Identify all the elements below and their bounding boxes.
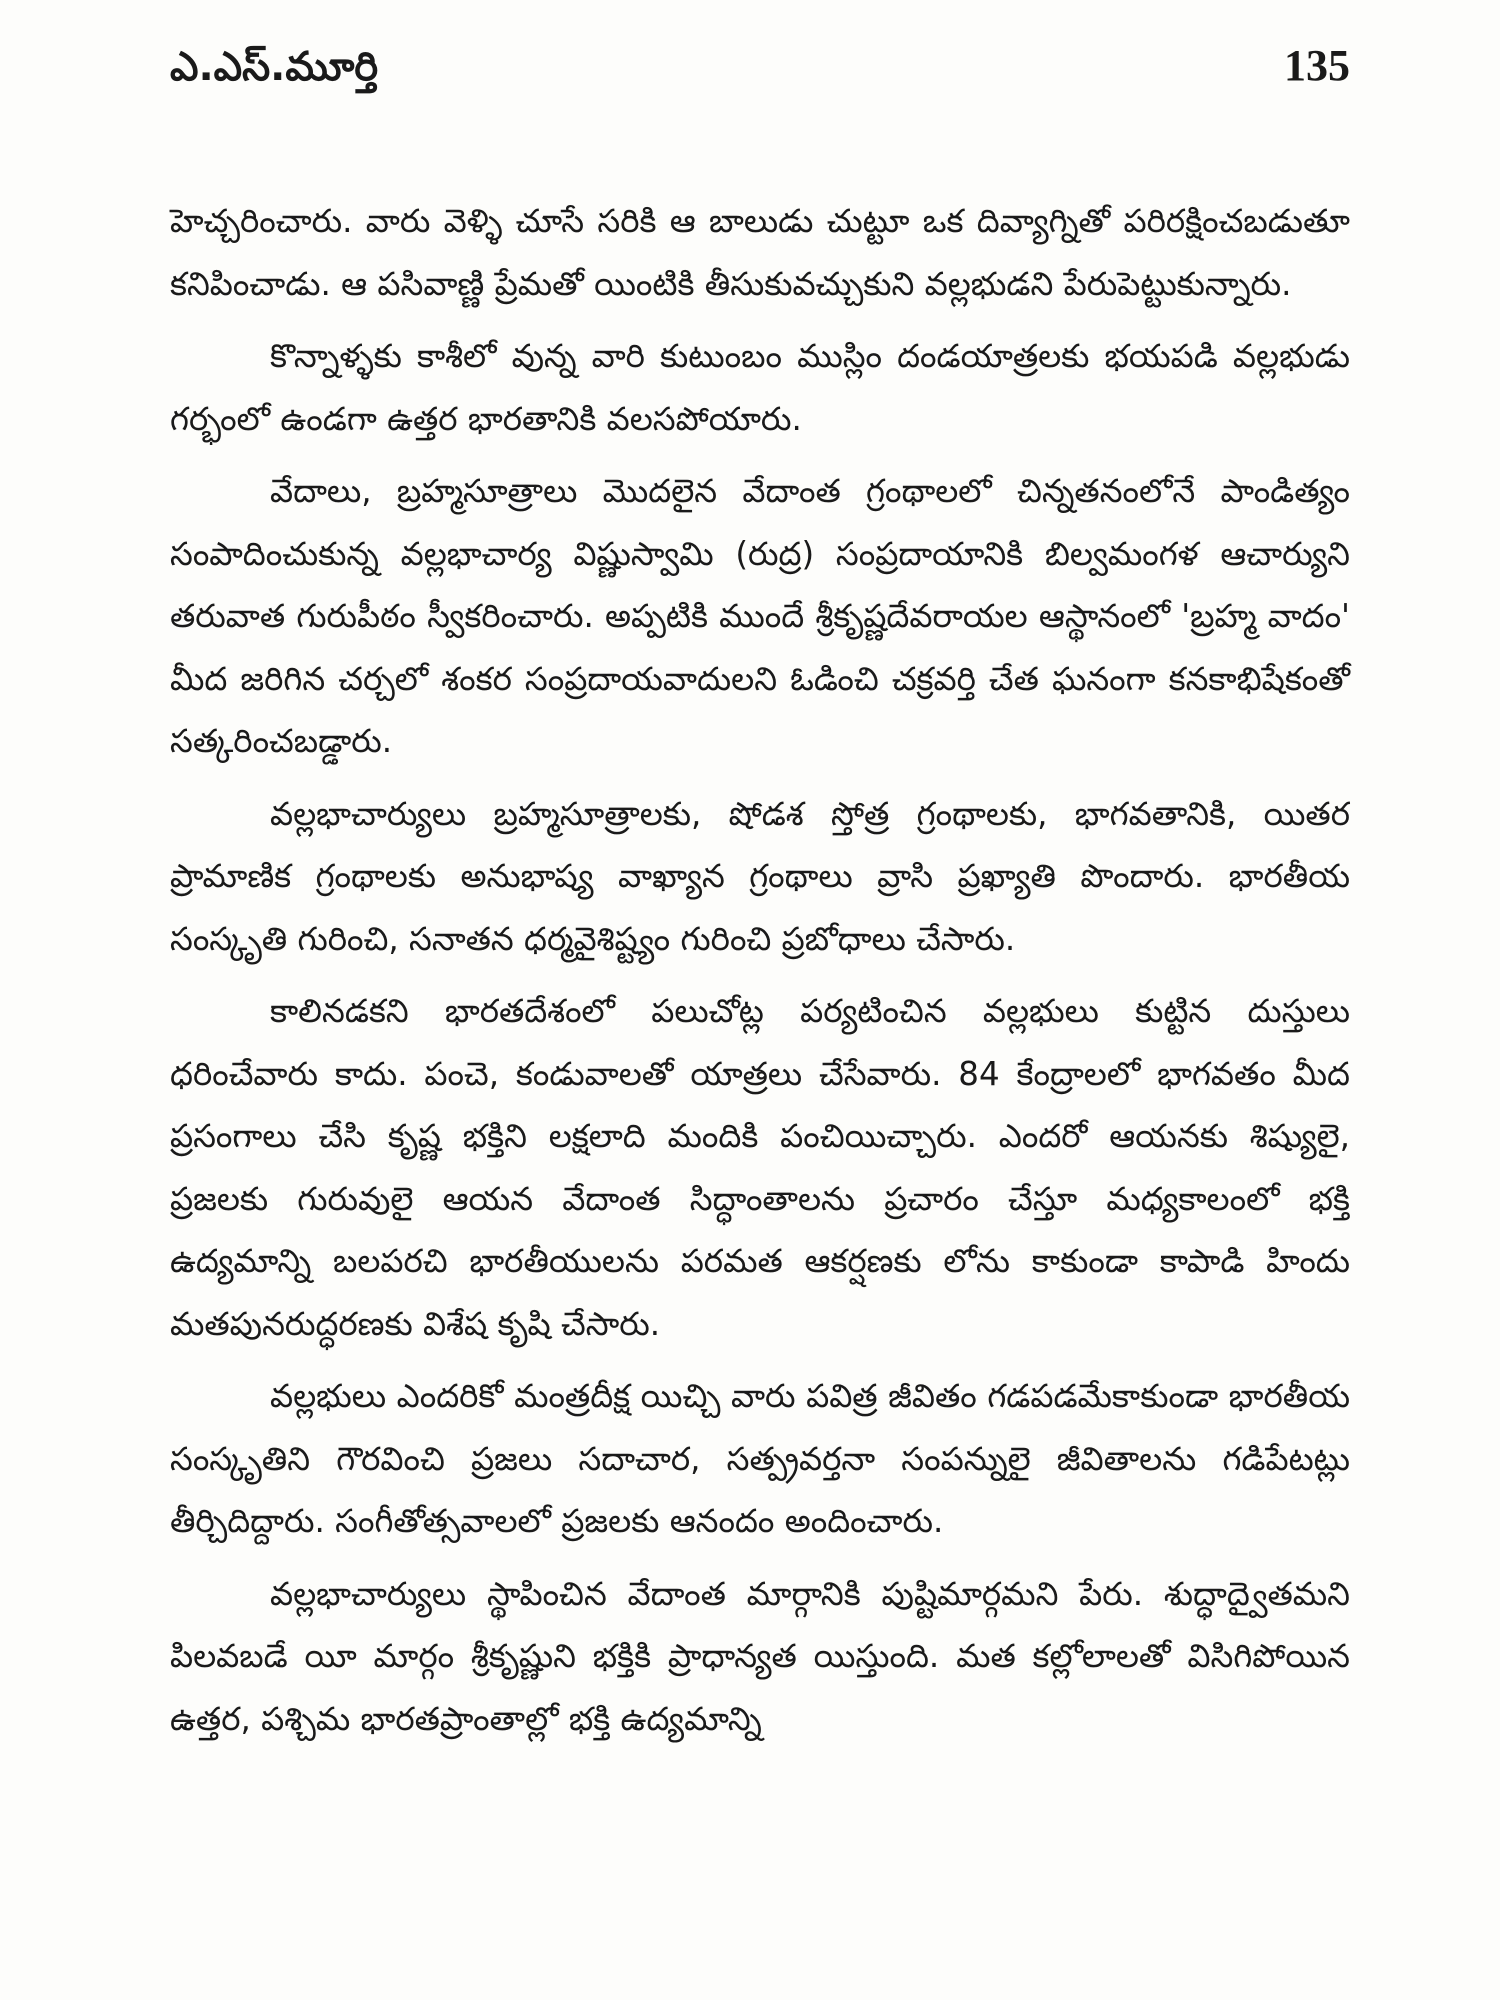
paragraph: వల్లభాచార్యులు స్థాపించిన వేదాంత మార్గానికి పుష్టిమార్గమని పేరు. శుద్ధాద్వైతమని పిలవబడే యీ మార్గం శ్రీకృష్ణుని భక్తికి ప్రాధాన్యత యిస్తుంది. మత కల్లోలాలతో విసిగిపోయిన ఉత్తర, పశ్చిమ భారతప్రాంతాల్లో భక్తి ఉద్యమాన్ని	[170, 1574, 1350, 1738]
paragraph-continued: హెచ్చరించారు. వారు వెళ్ళి చూసే సరికి ఆ బాలుడు చుట్టూ ఒక దివ్యాగ్నితో పరిరక్షించబడుతూ కనిపించాడు. ఆ పసివాణ్ణి ప్రేమతో యింటికి తీసుకువచ్చుకుని వల్లభుడని పేరుపెట్టుకున్నారు.	[170, 202, 1350, 303]
paragraph: వల్లభాచార్యులు బ్రహ్మసూత్రాలకు, షోడశ స్తోత్ర గ్రంథాలకు, భాగవతానికి, యితర ప్రామాణిక గ్రంథాలకు అనుభాష్య వాఖ్యాన గ్రంథాలు వ్రాసి ప్రఖ్యాతి పొందారు. భారతీయ సంస్కృతి గురించి, సనాతన ధర్మవైశిష్ట్యం గురించి ప్రబోధాలు చేసారు.	[170, 794, 1350, 958]
paragraph: కాలినడకని భారతదేశంలో పలుచోట్ల పర్యటించిన వల్లభులు కుట్టిన దుస్తులు ధరించేవారు కాదు. పంచె, కండువాలతో యాత్రలు చేసేవారు. 84 కేంద్రాలలో భాగవతం మీద ప్రసంగాలు చేసి కృష్ణ భక్తిని లక్షలాది మందికి పంచియిచ్చారు. ఎందరో ఆయనకు శిష్యులై, ప్రజలకు గురువులై ఆయన వేదాంత సిద్ధాంతాలను ప్రచారం చేస్తూ మధ్యకాలంలో భక్తి ఉద్యమాన్ని బలపరచి భారతీయులను పరమత ఆకర్షణకు లోను కాకుండా కాపాడి హిందు మతపునరుద్ధరణకు విశేష కృషి చేసారు.	[170, 992, 1350, 1343]
paragraph: కొన్నాళ్ళకు కాశీలో వున్న వారి కుటుంబం ముస్లిం దండయాత్రలకు భయపడి వల్లభుడు గర్భంలో ఉండగా ఉత్తర భారతానికి వలసపోయారు.	[170, 337, 1350, 438]
page-body	[170, 190, 1350, 1750]
page-number: 135	[1284, 41, 1350, 90]
page-header	[170, 40, 1350, 120]
running-head: ఎ.ఎస్.మూర్తి	[170, 44, 379, 90]
paragraph: వల్లభులు ఎందరికో మంత్రదీక్ష యిచ్చి వారు పవిత్ర జీవితం గడపడమేకాకుండా భారతీయ సంస్కృతిని గౌరవించి ప్రజలు సదాచార, సత్ప్రవర్తనా సంపన్నులై జీవితాలను గడిపేటట్లు తీర్చిదిద్దారు. సంగీతోత్సవాలలో ప్రజలకు ఆనందం అందించారు.	[170, 1377, 1350, 1540]
paragraph: వేదాలు, బ్రహ్మసూత్రాలు మొదలైన వేదాంత గ్రంథాలలో చిన్నతనంలోనే పాండిత్యం సంపాదించుకున్న వల్లభాచార్య విష్ణుస్వామి (రుద్ర) సంప్రదాయానికి బిల్వమంగళ ఆచార్యుని తరువాత గురుపీఠం స్వీకరించారు. అప్పటికి ముందే శ్రీకృష్ణదేవరాయల ఆస్థానంలో 'బ్రహ్మ వాదం' మీద జరిగిన చర్చలో శంకర సంప్రదాయవాదులని ఓడించి చక్రవర్తి చేత ఘనంగా కనకాభిషేకంతో సత్కరించబడ్డారు.	[170, 472, 1350, 760]
